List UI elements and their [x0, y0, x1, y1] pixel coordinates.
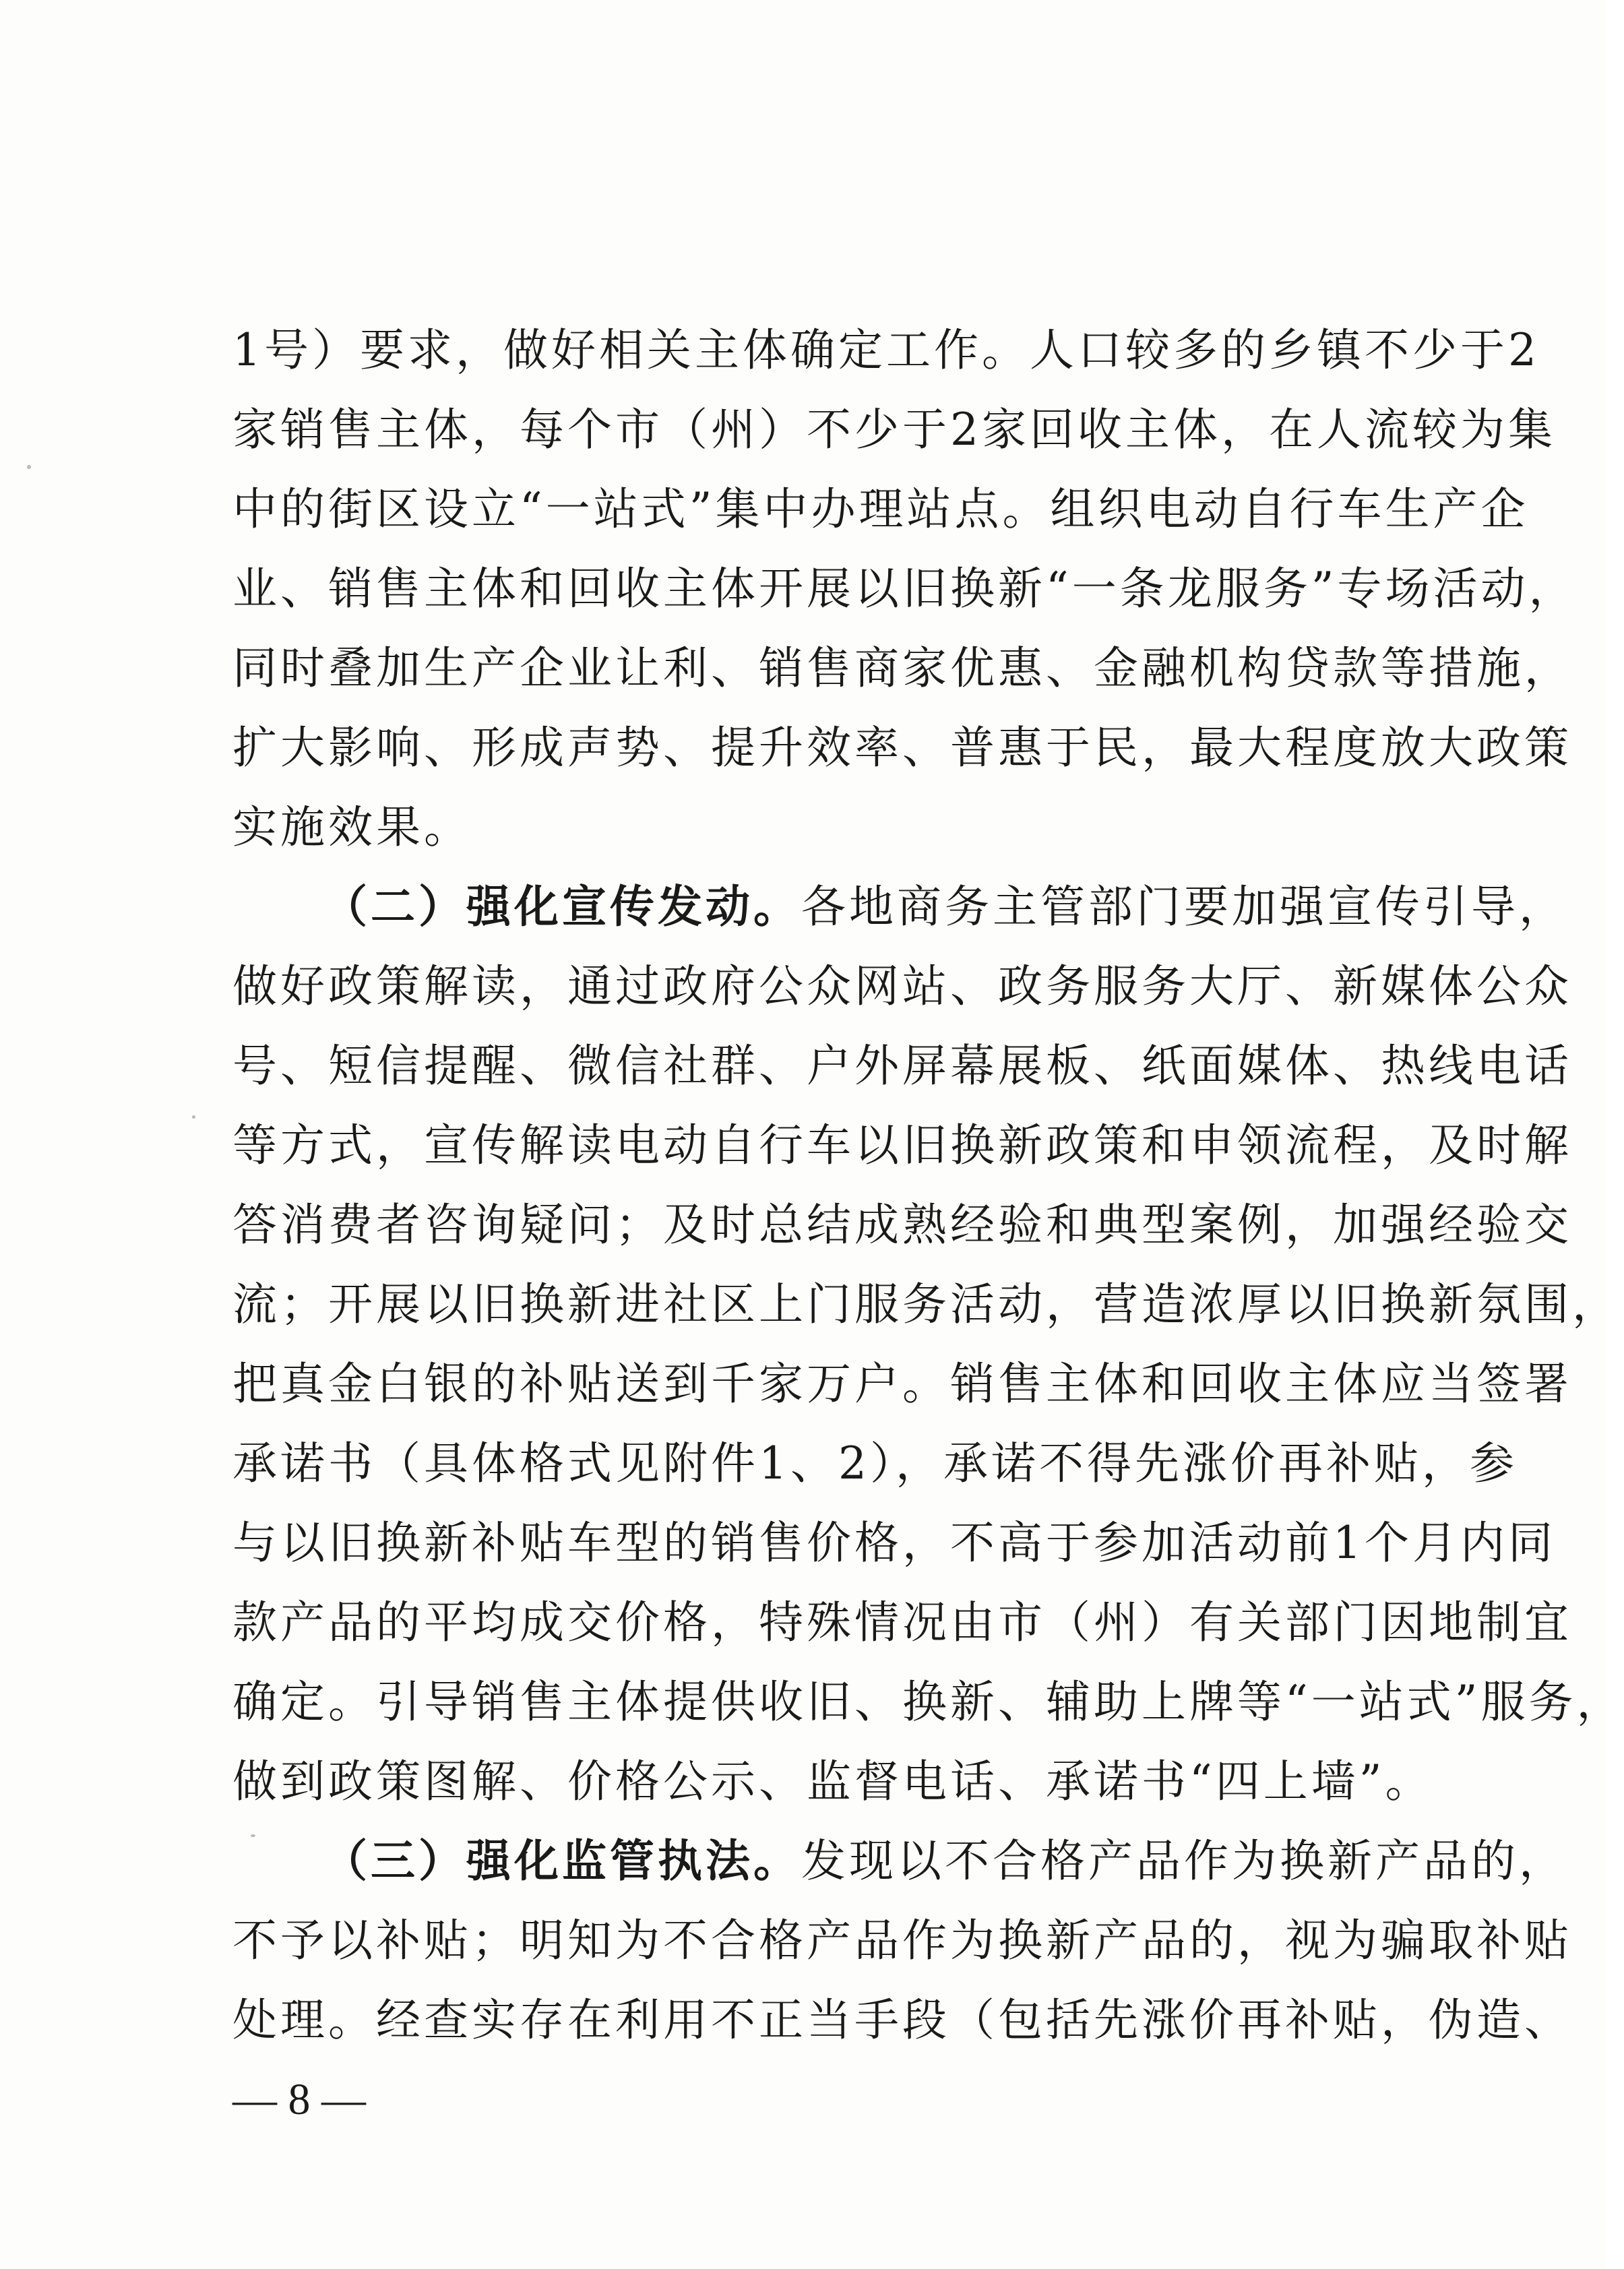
paragraph-3-lead-text: 发现以不合格产品作为换新产品的， — [801, 1835, 1567, 1887]
paragraph-2-line-6: 流；开展以旧换新进社区上门服务活动，营造浓厚以旧换新氛围， — [232, 1278, 1620, 1330]
section-heading-2: （二）强化宣传发动。 — [323, 881, 801, 933]
scan-speck — [251, 1834, 255, 1837]
paragraph-1-line-4: 业、销售主体和回收主体开展以旧换新“一条龙服务”专场活动， — [232, 563, 1577, 615]
paragraph-3-line-2: 不予以补贴；明知为不合格产品作为换新产品的，视为骗取补贴 — [232, 1915, 1572, 1966]
paragraph-2-line-8: 承诺书（具体格式见附件1、2），承诺不得先涨价再补贴，参 — [232, 1437, 1518, 1489]
paragraph-2-line-5: 答消费者咨询疑问；及时总结成熟经验和典型案例，加强经验交 — [232, 1199, 1572, 1251]
paragraph-2-line-4: 等方式，宣传解读电动自行车以旧换新政策和申领流程，及时解 — [232, 1119, 1572, 1171]
paragraph-3-line-1 — [323, 1834, 1567, 1888]
paragraph-1-line-5: 同时叠加生产企业让利、销售商家优惠、金融机构贷款等措施， — [232, 642, 1572, 694]
paragraph-2-lead-text: 各地商务主管部门要加强宣传引导， — [801, 881, 1567, 933]
paragraph-1-line-6: 扩大影响、形成声势、提升效率、普惠于民，最大程度放大政策 — [232, 722, 1572, 774]
paragraph-2-line-2: 做好政策解读，通过政府公众网站、政务服务大厅、新媒体公众 — [232, 960, 1572, 1012]
paragraph-1-line-7: 实施效果。 — [232, 801, 472, 853]
paragraph-2-line-12: 做到政策图解、价格公示、监督电话、承诺书“四上墙”。 — [232, 1755, 1433, 1807]
paragraph-3-line-3: 处理。经查实存在利用不正当手段（包括先涨价再补贴，伪造、 — [232, 1994, 1572, 2046]
paragraph-2-line-10: 款产品的平均成交价格，特殊情况由市（州）有关部门因地制宜 — [232, 1596, 1572, 1648]
scan-speck — [27, 465, 31, 469]
paragraph-1-line-3: 中的街区设立“一站式”集中办理站点。组织电动自行车生产企 — [232, 483, 1529, 535]
section-heading-3: （三）强化监管执法。 — [323, 1835, 801, 1887]
paragraph-2-line-1 — [323, 880, 1567, 934]
paragraph-1-line-2: 家销售主体，每个市（州）不少于2家回收主体，在人流较为集 — [232, 404, 1556, 456]
paragraph-2-line-3: 号、短信提醒、微信社群、户外屏幕展板、纸面媒体、热线电话 — [232, 1040, 1572, 1092]
page-number: — 8 — — [232, 2075, 366, 2124]
paragraph-2-line-9: 与以旧换新补贴车型的销售价格，不高于参加活动前1个月内同 — [232, 1517, 1556, 1569]
paragraph-2-line-7: 把真金白银的补贴送到千家万户。销售主体和回收主体应当签署 — [232, 1358, 1572, 1410]
paragraph-1-line-1: 1号）要求，做好相关主体确定工作。人口较多的乡镇不少于2 — [232, 324, 1540, 376]
paragraph-2-line-11: 确定。引导销售主体提供收旧、换新、辅助上牌等“一站式”服务， — [232, 1676, 1624, 1728]
scan-speck — [192, 1115, 195, 1119]
